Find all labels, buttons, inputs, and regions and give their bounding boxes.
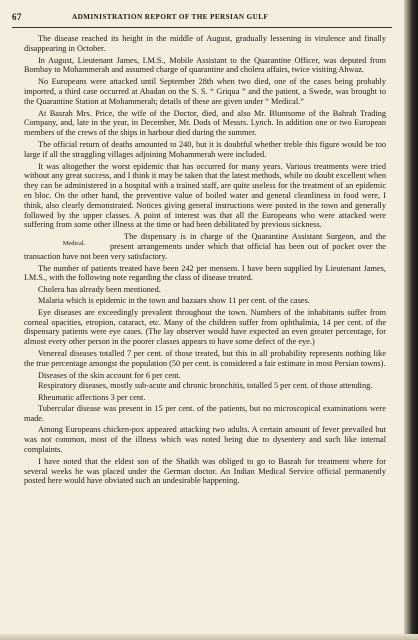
- dispensary-paragraph: [24, 232, 386, 261]
- paragraph: Among Europeans chicken-pox appeared attacking two adults. A certain amount of fever prevailed but was not common, most of the illness which was noted being due to dysentery and such like internal complaints.: [24, 425, 386, 455]
- paragraph: Eye diseases are exceedingly prevalent throughout the town. Numbers of the inhabitants suffer from corneal opacities, etropion, cataract, etc. Many of the children suffer from ophthalmia, 14 per cent. of the dispensary patients were eye cases. (The lay observer would have expected an even greater percentage, for almost every other person in the poorer classes appears to have some defect of the eye.): [24, 307, 386, 347]
- book-binding-edge: [404, 0, 418, 640]
- paragraph: The official return of deaths amounted to 240, but it is doubtful whether treble this figure would be too large if all the straggling villages adjoining Mohammerah were included.: [24, 139, 386, 159]
- paragraph: Diseases of the skin account for 6 per cent.: [38, 370, 181, 380]
- paragraph: Venereal diseases totalled 7 per cent. of those treated, but this in all probability represents nothing like the true percentage amongst the population (50 per cent. is considered a fair estimate in most Persian towns).: [24, 348, 386, 368]
- running-head: ADMINISTRATION REPORT OF THE PERSIAN GULF: [72, 13, 269, 21]
- report-body: [24, 34, 386, 488]
- page-header: [12, 12, 392, 26]
- paragraph: At Basrah Mrs. Price, the wife of the Doctor, died, and also Mr. Bluntsome of the Bahrah Trading Company, and, late in the year, in December, Mr. Dods of Messrs. Lynch. In addition one or two European members of the crews of the ships in harbour died during the summer.: [24, 108, 386, 138]
- header-rule: [12, 27, 392, 28]
- paragraph: Tubercular disease was present in 15 per cent. of the patients, but no microscopical examinations were made.: [24, 403, 386, 423]
- paragraph: No Europeans were attacked until September 28th when two died, one of the cases being probably imported, a third case occurred at Abadan on the S. S. “ Griqua ” and the patient, a Swede, was brought to the Quarantine Station at Mohammerah; details of these are given under “ Medical.”: [24, 77, 386, 106]
- paragraph: The number of patients treated have been 242 per mensem. I have been supplied by Lieutenant James, I.M.S., with the following note regarding the class of disease treated.: [24, 263, 386, 283]
- dispensary-text: The dispensary is in charge of the Quarantine Assistant Surgeon, and the present arrangements under which that official has been out of pocket over the transaction have not been very satisfactory.: [24, 232, 386, 261]
- paragraph: Rheumatic affections 3 per cent.: [38, 393, 146, 403]
- page-number: 67: [12, 12, 22, 22]
- medical-sidenote: Medical.: [62, 240, 86, 248]
- page-bottom-edge: [0, 634, 418, 640]
- paragraph: Malaria which is epidemic in the town and bazaars show 11 per cent. of the cases.: [38, 295, 310, 305]
- paragraph: Respiratory diseases, mostly sub-acute and chronic bronchitis, totalled 5 per cent. of those attending.: [38, 381, 373, 391]
- paragraph: It was altogether the worst epidemic that has occurred for many years. Various treatments were tried without any great success, and I think it may be taken that the latest methods, while no doubt excellent when they can be administered in a hospital with a trained staff, are quite useless for the treatment of an epidemic en bloc. On the other hand, the preventive value of boiled water and general cleanliness in food were, I think, also clearly demonstrated. Notices giving general instructions were posted in the town and generally followed by the upper classes. A point of interest was that all the Europeans who were attacked were suffering from some other illness at the time or had been debilitated by previous sickness.: [24, 161, 386, 230]
- paragraph: In August, Lieutenant James, I.M.S., Mobile Assistant to the Quarantine Officer, was deputed from Bombay to Mohammerah and assumed charge of quarantine and cholera affairs, twice visiting Ahwaz.: [24, 55, 386, 75]
- paragraph: Cholera has already been mentioned.: [38, 285, 161, 295]
- paragraph: The disease reached its height in the middle of August, gradually lessening in virulence and finally disappearing in October.: [24, 34, 386, 53]
- paragraph: I have noted that the eldest son of the Shaikh was obliged to go to Basrah for treatment where for several weeks he was placed under the German doctor. An Indian Medical Service official permanently posted here would have obviated such an undesirable happening.: [24, 456, 386, 486]
